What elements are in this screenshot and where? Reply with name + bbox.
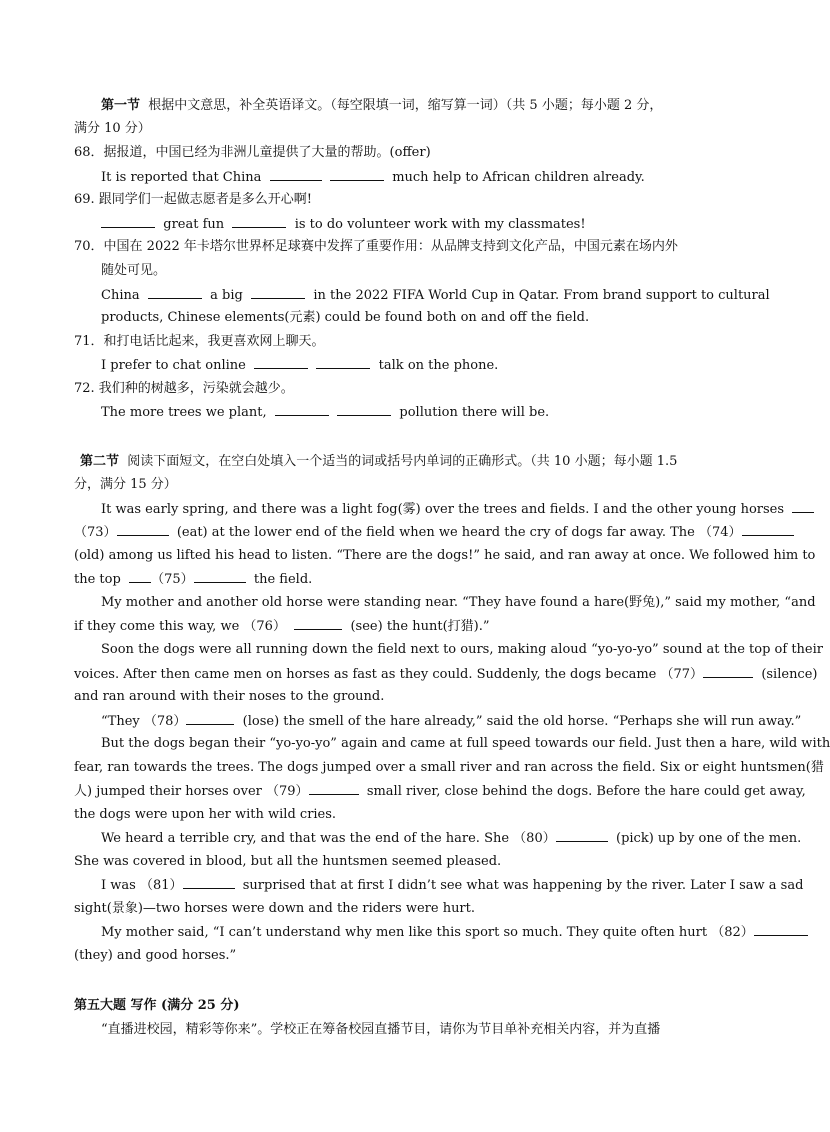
p7-line2: sight(景象)—two horses were down and the riders were hurt. xyxy=(74,901,476,916)
blank-81[interactable] xyxy=(183,876,235,889)
blank-79[interactable] xyxy=(309,782,359,795)
blank-77[interactable] xyxy=(703,665,753,678)
p3-line1: Soon the dogs were all running down the field next to ours, making aloud “yo-yo-yo” sound at the top of their xyxy=(101,642,823,657)
blank-75[interactable] xyxy=(194,570,246,583)
p4-line1: “They （78） (lose) the smell of the hare already,” said the old horse. “Perhaps she will run away.” xyxy=(101,714,802,729)
p7-line1: I was （81） surprised that at first I didn’t see what was happening by the river. Later I saw a sad xyxy=(101,878,804,893)
q68-chinese: 68．据报道，中国已经为非洲儿童提供了大量的帮助。(offer) xyxy=(74,145,431,160)
q68-english: It is reported that China much help to African children already. xyxy=(101,170,645,185)
blank-73[interactable] xyxy=(117,523,169,536)
section5-line1: “直播进校园，精彩等你来”。学校正在筹备校园直播节目，请你为节目单补充相关内容，并为直播 xyxy=(101,1022,661,1037)
q69-english: great fun is to do volunteer work with my classmates! xyxy=(101,215,586,233)
p3-line3: and ran around with their noses to the ground. xyxy=(74,689,385,704)
blank-73-pre[interactable] xyxy=(792,500,814,513)
p5-line4: the dogs were upon her with wild cries. xyxy=(74,807,337,822)
blank-70a[interactable] xyxy=(148,286,202,299)
blank-71b[interactable] xyxy=(316,356,370,369)
blank-74[interactable] xyxy=(742,523,794,536)
section5-title: 第五大题 写作 (满分 25 分) xyxy=(74,998,240,1013)
q70-chinese-2: 随处可见。 xyxy=(101,263,167,278)
blank-80[interactable] xyxy=(556,829,608,842)
blank-75-pre[interactable] xyxy=(129,570,151,583)
blank-78[interactable] xyxy=(186,712,234,725)
section2-score: 分，满分 15 分） xyxy=(74,477,177,492)
blank-70b[interactable] xyxy=(251,286,305,299)
blank-72a[interactable] xyxy=(275,403,329,416)
q69-chinese: 69. 跟同学们一起做志愿者是多么开心啊! xyxy=(74,192,313,207)
blank-72b[interactable] xyxy=(337,403,391,416)
p8-line2: (they) and good horses.” xyxy=(74,948,237,963)
section2-instruction: 阅读下面短文，在空白处填入一个适当的词或括号内单词的正确形式。（共 10 小题；每小题 1.5 xyxy=(127,454,678,469)
q72-english: The more trees we plant, pollution there will be. xyxy=(101,405,550,420)
blank-76[interactable] xyxy=(294,617,342,630)
q71-english: I prefer to chat online talk on the phone. xyxy=(101,358,499,373)
p1-line4: the top （75） the field. xyxy=(74,572,313,587)
p5-line1: But the dogs began their “yo-yo-yo” again and came at full speed towards our field. Just then a hare, wild with xyxy=(101,736,830,751)
section1-title: 第一节 xyxy=(101,98,141,113)
p1-line3: (old) among us lifted his head to listen. “There are the dogs!” he said, and ran away at once. We followed him to xyxy=(74,548,816,563)
blank-68b[interactable] xyxy=(330,168,384,181)
section2-heading xyxy=(80,453,677,470)
section1-instruction: 根据中文意思，补全英语译文。（每空限填一词，缩写算一词）（共 5 小题；每小题 2 分， xyxy=(148,98,663,113)
section1-score: 满分 10 分） xyxy=(74,121,151,136)
p1-line1: It was early spring, and there was a light fog(雾) over the trees and fields. I and the other young horses xyxy=(101,500,814,518)
blank-69a[interactable] xyxy=(101,215,155,228)
p5-line3: 人) jumped their horses over （79） small river, close behind the dogs. Before the hare could get away, xyxy=(74,784,806,799)
p2-line1: My mother and another old horse were standing near. “They have found a hare(野兔),” said my mother, “and xyxy=(101,595,816,610)
q70-english-1: China a big in the 2022 FIFA World Cup in Qatar. From brand support to cultural xyxy=(101,288,770,303)
section2-title: 第二节 xyxy=(80,454,120,469)
q70-english-2: products, Chinese elements(元素) could be found both on and off the field. xyxy=(101,310,590,325)
p8-line1: My mother said, “I can’t understand why men like this sport so much. They quite often hurt （82） xyxy=(101,923,808,941)
blank-82[interactable] xyxy=(754,923,808,936)
q71-chinese: 71．和打电话比起来，我更喜欢网上聊天。 xyxy=(74,334,325,349)
blank-71a[interactable] xyxy=(254,356,308,369)
p3-line2: voices. After then came men on horses as fast as they could. Suddenly, the dogs became （77） (silence) xyxy=(74,667,818,682)
blank-69b[interactable] xyxy=(232,215,286,228)
q72-chinese: 72. 我们种的树越多，污染就会越少。 xyxy=(74,381,294,396)
p6-line1: We heard a terrible cry, and that was the end of the hare. She （80） (pick) up by one of the men. xyxy=(101,831,802,846)
q70-chinese-1: 70．中国在 2022 年卡塔尔世界杯足球赛中发挥了重要作用：从品牌支持到文化产品，中国元素在场内外 xyxy=(74,239,678,254)
p2-line2: if they come this way, we （76） (see) the hunt(打猎).” xyxy=(74,619,490,634)
p5-line2: fear, ran towards the trees. The dogs jumped over a small river and ran across the field. Six or eight huntsmen(猎 xyxy=(74,760,824,775)
section1-heading xyxy=(101,97,662,114)
blank-68a[interactable] xyxy=(270,168,322,181)
p6-line2: She was covered in blood, but all the huntsmen seemed pleased. xyxy=(74,854,502,869)
p1-line2: （73） (eat) at the lower end of the field when we heard the cry of dogs far away. The （74） xyxy=(74,523,794,541)
